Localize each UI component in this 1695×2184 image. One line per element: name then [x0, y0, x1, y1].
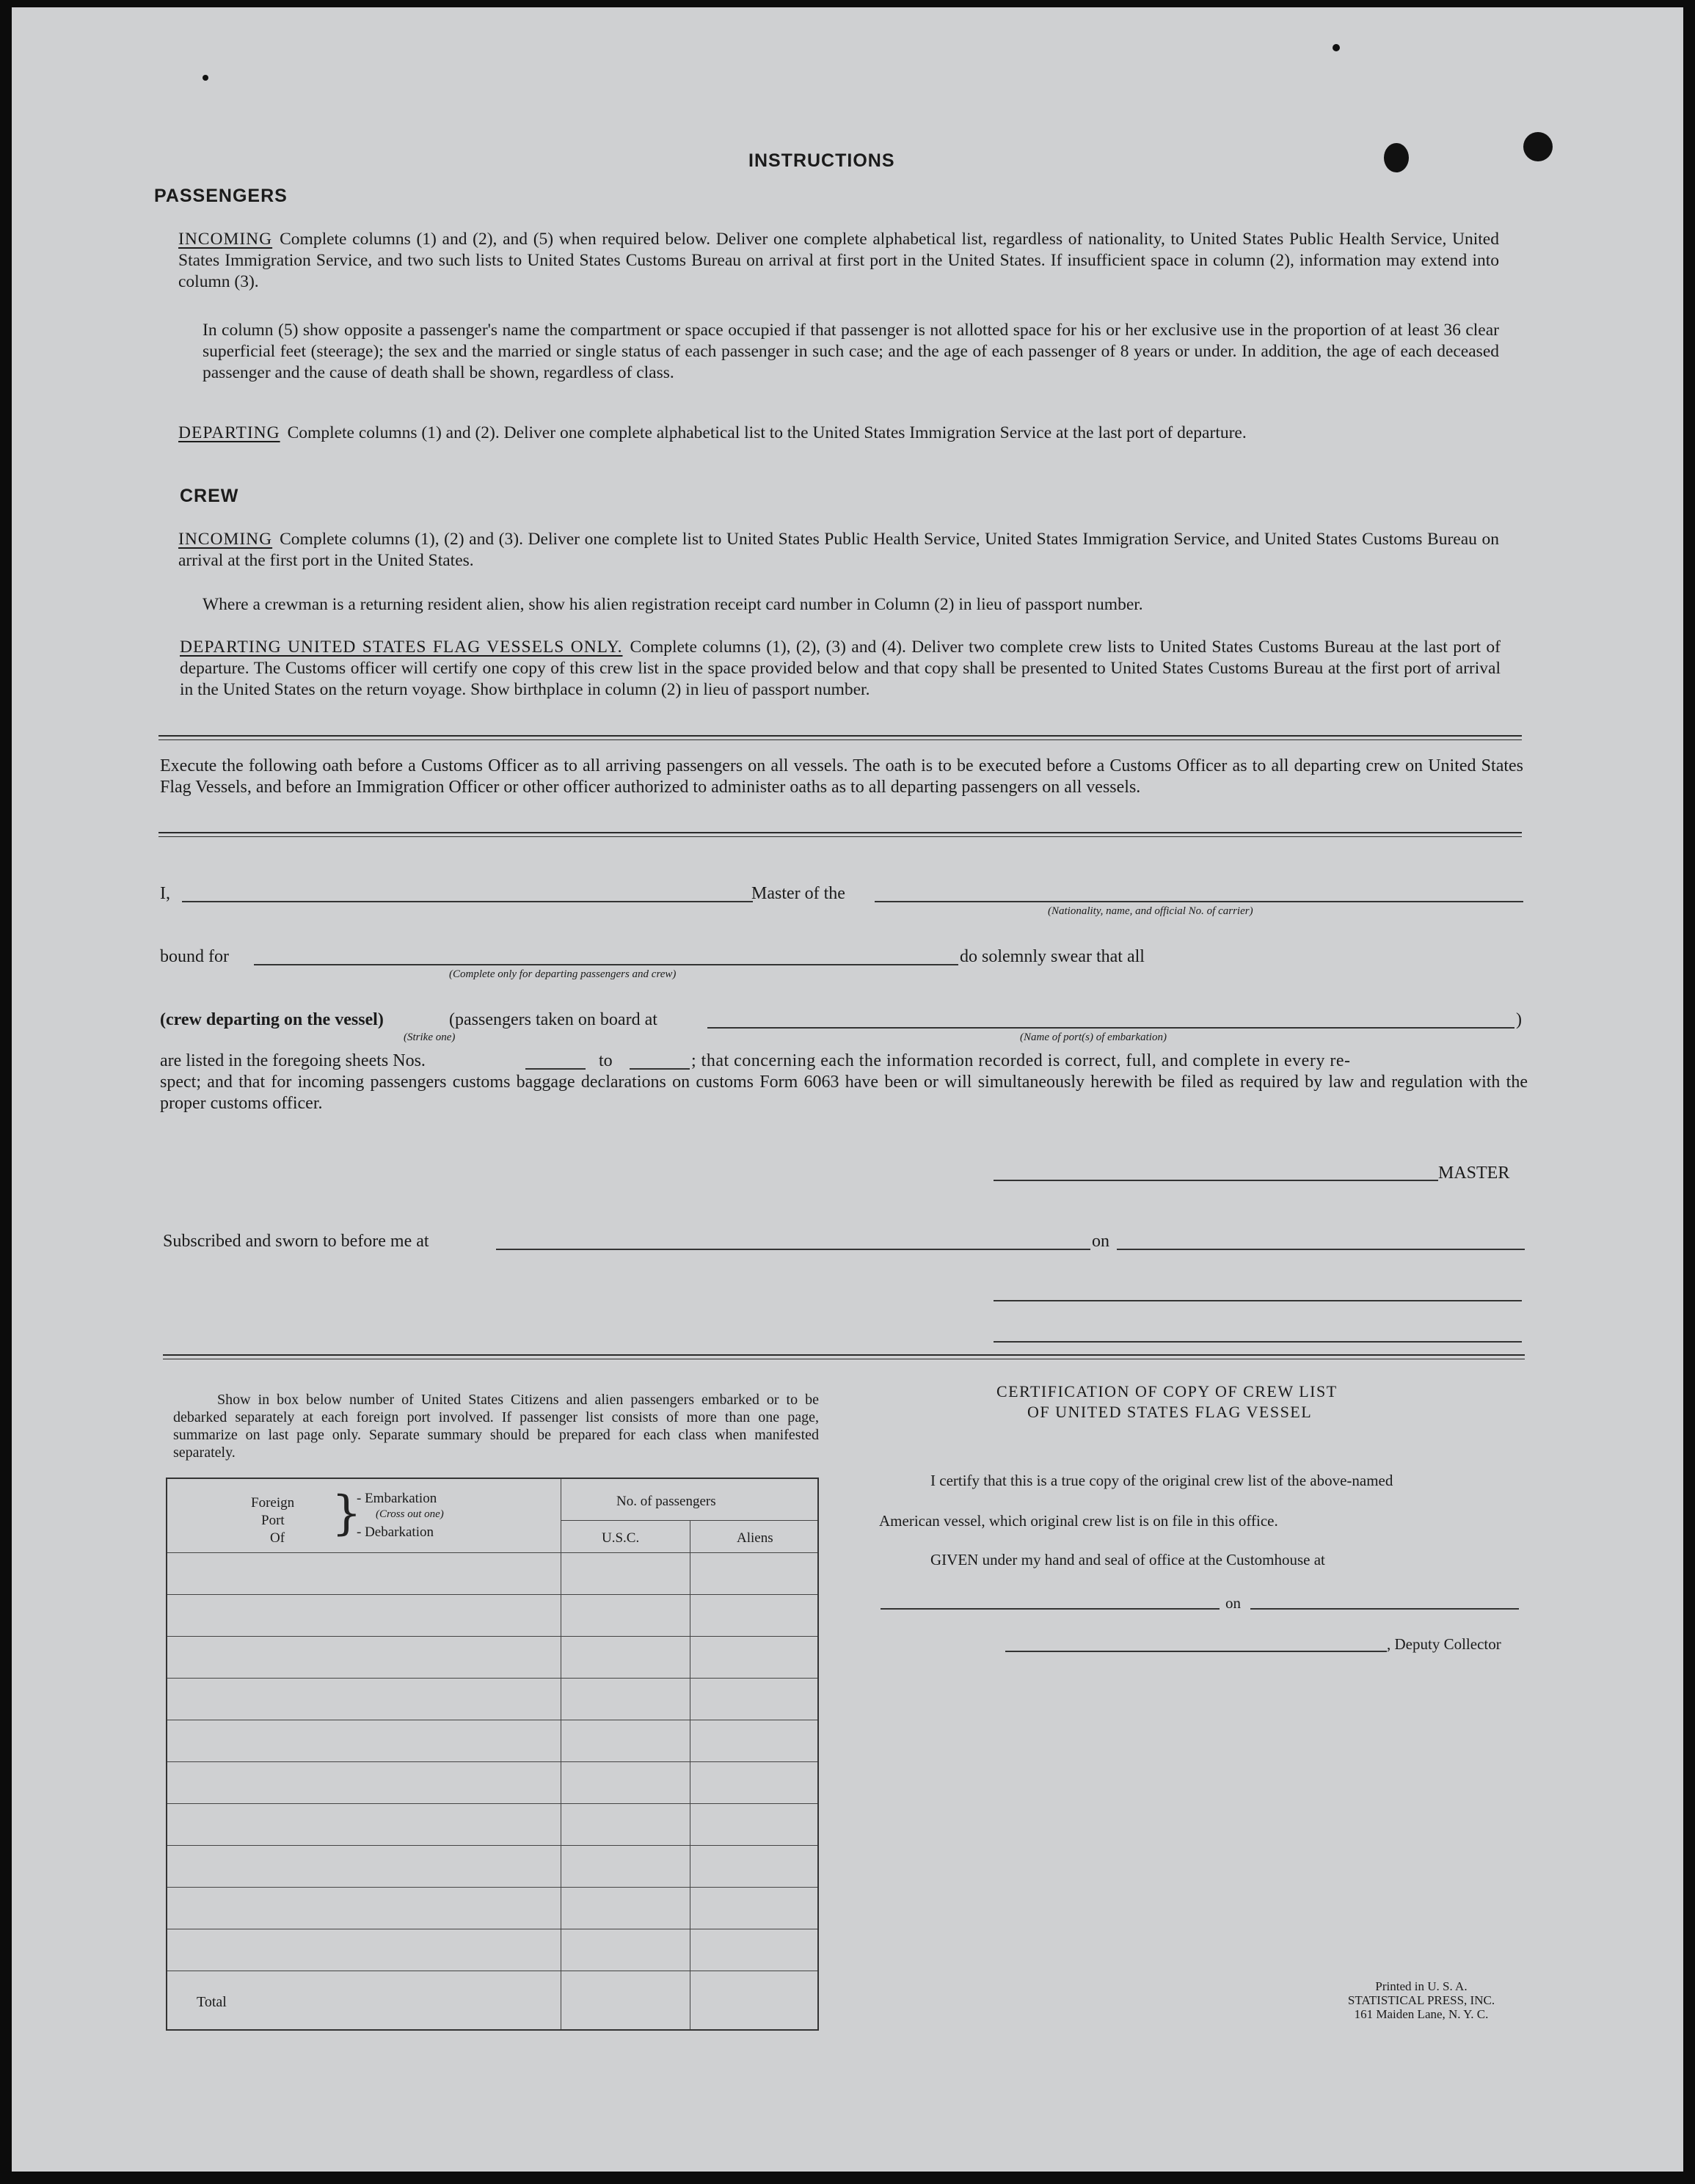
- scan-speck: [203, 75, 208, 81]
- subscribed-place-field[interactable]: [496, 1249, 1090, 1250]
- header-debarkation: - Debarkation: [357, 1524, 434, 1540]
- total-label: Total: [197, 1994, 227, 2010]
- passengers-heading: PASSENGERS: [154, 186, 288, 206]
- header-of: Of: [270, 1530, 285, 1546]
- crew-incoming-text: Complete columns (1), (2) and (3). Deliver one complete list to United States Public Health Service, United States Immigration Service, and United States Customs Bureau on arrival at the first port in the United States.: [178, 530, 1499, 570]
- document-page: [12, 7, 1683, 2172]
- crew-departing-option: (crew departing on the vessel): [160, 1010, 384, 1029]
- master-of-the-label: Master of the: [751, 884, 845, 903]
- crew-departing-lead: DEPARTING UNITED STATES FLAG VESSELS ONLY.: [180, 638, 623, 657]
- port-caption: (Name of port(s) of embarkation): [1020, 1031, 1167, 1043]
- table-row: [167, 1887, 817, 1888]
- passenger-summary-table: [166, 1478, 819, 2031]
- close-paren: ): [1516, 1010, 1522, 1029]
- oath-i-label: I,: [160, 884, 170, 903]
- crew-resident-paragraph: Where a crewman is a returning resident alien, show his alien registration receipt card number in Column (2) in lieu of passport number.: [203, 595, 1143, 614]
- master-label: MASTER: [1438, 1164, 1510, 1183]
- crew-incoming-lead: INCOMING: [178, 530, 273, 549]
- crew-heading: CREW: [180, 486, 239, 506]
- passengers-incoming-lead: INCOMING: [178, 230, 273, 249]
- certification-title-line2: OF UNITED STATES FLAG VESSEL: [1027, 1403, 1313, 1421]
- table-row: [167, 1636, 817, 1637]
- table-row: [167, 1678, 817, 1679]
- summary-instruction: Show in box below number of United States Citizens and alien passengers embarked or to be debarked separately at each foreign port involved. If passenger list consists of more than one page, summarize on last page only. Separate summary should be prepared for each class when manifested separately.: [173, 1392, 819, 1461]
- officer-signature-field[interactable]: [994, 1300, 1522, 1301]
- carrier-caption: (Nationality, name, and official No. of carrier): [1048, 905, 1253, 917]
- table-row: [167, 1761, 817, 1762]
- listed-text-continued: spect; and that for incoming passengers customs baggage declarations on customs Form 6063 have been or will simultaneously herewith be filed as required by law and regulation with the proper customs officer.: [160, 1073, 1528, 1113]
- table-row: [167, 1845, 817, 1846]
- swear-label: do solemnly swear that all: [960, 947, 1145, 966]
- divider-rule: [163, 1354, 1525, 1356]
- subscribed-on-label: on: [1092, 1232, 1109, 1251]
- listed-to: to: [599, 1051, 613, 1070]
- table-header-bottom: [167, 1552, 817, 1553]
- officer-title-field[interactable]: [994, 1341, 1522, 1343]
- bound-for-label: bound for: [160, 947, 229, 966]
- listed-prefix: are listed in the foregoing sheets Nos.: [160, 1051, 426, 1070]
- brace-icon: }: [332, 1486, 362, 1541]
- crew-incoming-paragraph: [178, 529, 1499, 571]
- printer-line1: Printed in U. S. A.: [1375, 1979, 1468, 1993]
- page-title: INSTRUCTIONS: [748, 150, 895, 171]
- passengers-departing-paragraph: [178, 423, 1499, 444]
- passengers-departing-lead: DEPARTING: [178, 423, 280, 442]
- divider-rule: [158, 735, 1522, 737]
- passengers-taken-option: (passengers taken on board at: [449, 1010, 657, 1029]
- subscribed-label: Subscribed and sworn to before me at: [163, 1232, 429, 1251]
- certification-date-field[interactable]: [1250, 1608, 1519, 1610]
- certification-line1: I certify that this is a true copy of the original crew list of the above-named: [930, 1472, 1393, 1489]
- listed-suffix: ; that concerning each the information recorded is correct, full, and complete in every re-: [691, 1051, 1351, 1070]
- crew-departing-text: Complete columns (1), (2), (3) and (4). Deliver two complete crew lists to United States Customs Bureau at the last port of departure. The Customs officer will certify one copy of this crew list in the space provided below and that copy shall be presented to United States Customs Bureau at the first port of arrival in the United States on the return voyage. Show birthplace in column (2) in lieu of passport number.: [180, 638, 1501, 699]
- scan-speck: [1333, 44, 1340, 51]
- bound-for-caption: (Complete only for departing passengers and crew): [449, 968, 677, 980]
- master-signature-field[interactable]: [994, 1180, 1438, 1181]
- customhouse-field[interactable]: [881, 1608, 1220, 1610]
- carrier-field[interactable]: [875, 901, 1523, 902]
- deputy-collector-signature-field[interactable]: [1005, 1651, 1387, 1652]
- punch-hole-mark: [1384, 143, 1409, 172]
- strike-caption: (Strike one): [404, 1031, 456, 1043]
- certification-title-line1: CERTIFICATION OF COPY OF CREW LIST: [996, 1382, 1338, 1400]
- passengers-incoming-text: Complete columns (1) and (2), and (5) when required below. Deliver one complete alphabetical list, regardless of nationality, to United States Public Health Service, United States Immigration Service, and two such lists to United States Customs Bureau on arrival at first port in the United States. If insufficient space in column (2), information may extend into column (3).: [178, 230, 1499, 291]
- header-usc: U.S.C.: [602, 1530, 640, 1546]
- subscribed-date-field[interactable]: [1117, 1249, 1525, 1250]
- header-foreign: Foreign: [251, 1495, 295, 1511]
- sheet-from-field[interactable]: [525, 1068, 586, 1070]
- printer-imprint: [1315, 1979, 1528, 2021]
- oath-intro: Execute the following oath before a Customs Officer as to all arriving passengers on all vessels. The oath is to be executed before a Customs Officer as to all departing crew on United States Flag Vessels, and before an Immigration Officer or other officer authorized to administer oaths as to all departing passengers on all vessels.: [160, 756, 1523, 797]
- header-aliens: Aliens: [737, 1530, 773, 1546]
- header-no-passengers: No. of passengers: [616, 1494, 716, 1509]
- printer-line3: 161 Maiden Lane, N. Y. C.: [1354, 2007, 1489, 2021]
- table-row: [167, 1594, 817, 1595]
- certification-line2: American vessel, which original crew list is on file in this office.: [879, 1512, 1278, 1530]
- header-cross-out: (Cross out one): [376, 1508, 444, 1520]
- column5-paragraph: In column (5) show opposite a passenger's name the compartment or space occupied if that passenger is not allotted space for his or her exclusive use in the proportion of at least 36 clear superficial feet (steerage); the sex and the married or single status of each passenger in such case; and the age of each passenger of 8 years or under. In addition, the age of each deceased passenger and the cause of death shall be shown, regardless of class.: [203, 321, 1499, 382]
- header-embarkation: - Embarkation: [357, 1491, 437, 1506]
- certification-line3: GIVEN under my hand and seal of office at the Customhouse at: [930, 1551, 1325, 1568]
- sheet-to-field[interactable]: [630, 1068, 690, 1070]
- divider-rule: [158, 836, 1522, 837]
- passengers-departing-text: Complete columns (1) and (2). Deliver one complete alphabetical list to the United States Immigration Service at the last port of departure.: [287, 423, 1247, 442]
- table-header-divider: [561, 1520, 817, 1521]
- passengers-incoming-paragraph: [178, 229, 1499, 293]
- header-port: Port: [261, 1513, 285, 1528]
- punch-hole-mark: [1523, 132, 1553, 161]
- table-row: [167, 1803, 817, 1804]
- printer-line2: STATISTICAL PRESS, INC.: [1347, 1993, 1495, 2007]
- deputy-collector-label: , Deputy Collector: [1387, 1635, 1501, 1653]
- crew-departing-paragraph: [180, 637, 1501, 701]
- master-name-field[interactable]: [182, 901, 753, 902]
- divider-rule: [158, 739, 1522, 740]
- certification-on-label: on: [1225, 1594, 1241, 1612]
- embarkation-port-field[interactable]: [707, 1027, 1514, 1029]
- bound-for-field[interactable]: [254, 964, 958, 965]
- divider-rule: [158, 832, 1522, 833]
